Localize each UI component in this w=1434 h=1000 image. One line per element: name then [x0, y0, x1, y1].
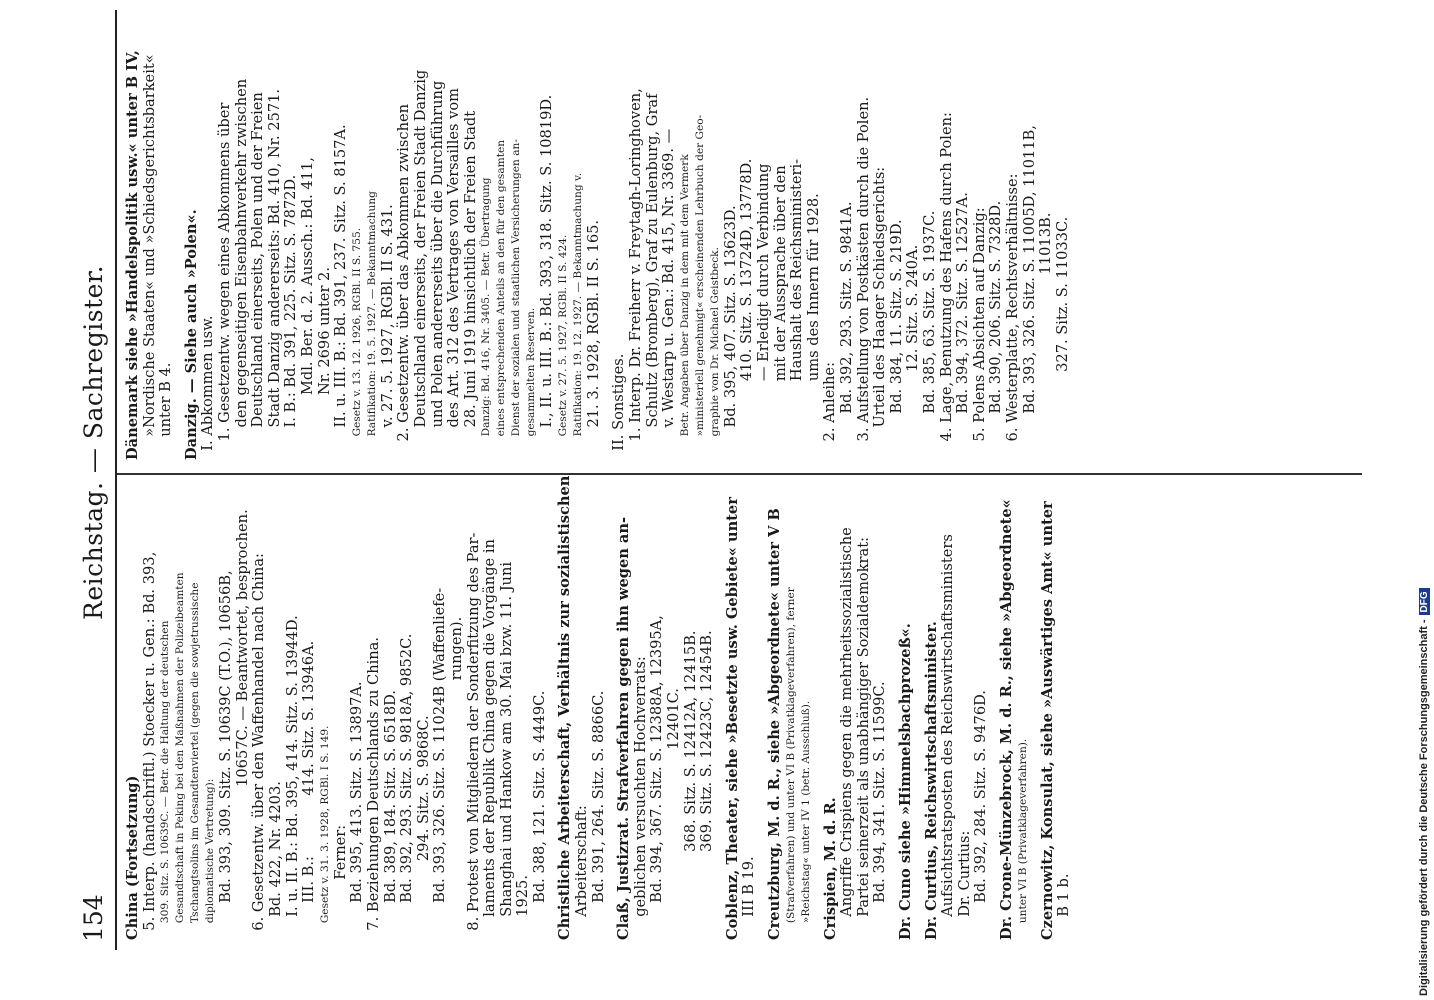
entry-heading: Dr. Curtius, Reichswirtschaftsminister. — [922, 621, 940, 940]
entry-line: v. 27. 5. 1927, RGBl. II S. 431. — [378, 204, 396, 460]
entry-line: Ratifikation: 19. 5. 1927. — Bekanntmachung — [365, 191, 378, 460]
entry-heading: II. Sonstiges. — [610, 353, 628, 460]
entry-line: B 1 b. — [1055, 873, 1073, 940]
entry-line: Bd. 384, 11. Sitz. S. 219D. — [887, 219, 905, 460]
entry-line: I. B.: Bd. 391, 225. Sitz. S. 7872D. — [282, 174, 300, 460]
entry-line: III. B.: 414. Sitz. S. 13946A. — [300, 640, 318, 940]
entry-line: 294. Sitz. S. 9868C. — [414, 715, 432, 940]
entry-line: v. Westarp u. Gen.: Bd. 415, Nr. 3369. — — [660, 128, 678, 460]
entry-heading: Dr. Cuno siehe »Himmelsbachprozeß«. — [896, 623, 914, 940]
entry-line: 3. Aufstellung von Postkästen durch die Polen. — [854, 96, 872, 460]
entry-line: 6. Gesetzentw. über den Waffenhandel nach China: — [250, 553, 268, 940]
entry-line: diplomatische Vertretung): — [204, 778, 217, 940]
index-entry — [125, 5, 175, 460]
entry-line: Gesetz v. 13. 12. 1926, RGBl. II S. 755. — [350, 227, 363, 460]
entry-line: I. Abkommen usw. — [199, 315, 217, 460]
page-number: 154 — [79, 894, 108, 942]
entry-line: Bd. 392, 284. Sitz. S. 9476D. — [972, 690, 990, 940]
entry-line: Shanghai und Hankow am 30. Mai bzw. 11. Juni — [497, 561, 515, 940]
entry-line: Urteil des Haager Schiedsgerichts: — [871, 166, 889, 460]
right-column — [125, 5, 1080, 460]
index-entry — [767, 485, 814, 940]
entry-line: Ratifikation: 19. 12. 1927. — Bekanntmachung v. — [571, 172, 584, 460]
entry-heading: Coblenz, Theater, siehe »Besetzte usw. Gebiete« unter — [723, 497, 741, 940]
entry-line: des Art. 312 des Vertrages von Versailles vom — [445, 87, 463, 460]
entry-line: II. u. III. B.: Bd. 391, 237. Sitz. S. 8157A. — [332, 124, 350, 460]
entry-line: Betr. Angaben über Danzig in dem mit dem Vermerk — [678, 154, 691, 460]
entry-line: Bd. 394, 341. Sitz. S. 11599C. — [871, 681, 889, 940]
entry-line: III B 19. — [740, 856, 758, 940]
entry-line: Gesandtschaft in Peking bei den Maßnahmen der Polizeibeamten — [174, 572, 187, 940]
entry-line: unter VI B (Privatklageverfahren). — [1016, 738, 1029, 940]
entry-line: 2. Anleihe: — [821, 362, 839, 460]
index-entry — [725, 485, 758, 940]
entry-line: 12. Sitz. S. 240A. — [904, 244, 922, 460]
entry-line: 8. Protest von Mitgliedern der Sonderfitzung des Par- — [464, 532, 482, 940]
entry-line: rungen). — [447, 616, 465, 940]
entry-line: laments der Republik China gegen die Vorgänge in — [481, 539, 499, 940]
entry-line: 21. 3. 1928, RGBl. II S. 165. — [584, 219, 602, 460]
entry-heading: Dänemark siehe »Handelspolitik usw.« unter B IV, — [124, 50, 141, 460]
entry-line: 5. Interp. (handschriftl.) Stoecker u. Gen.: Bd. 393, — [140, 551, 158, 940]
entry-line: Stadt Danzig andererseits: Bd. 410, Nr. 2571. — [265, 88, 283, 460]
entry-line: 12401C. — [665, 688, 683, 940]
entry-line: Aufsichtsratsposten des Reichswirtschaftsministers — [939, 534, 957, 940]
entry-line: Tschangtsolins im Gesandtenviertel (gegen die sowjetrussische — [189, 582, 202, 940]
index-entry — [184, 5, 603, 460]
entry-heading: Claß, Justizrat. Strafverfahren gegen ihn wegen an- — [615, 516, 633, 940]
entry-line: Bd. 394, 367. Sitz. S. 12388A, 12395A, — [648, 615, 666, 940]
entry-line: Gesetz v. 31. 3. 1928, RGBl. I S. 149. — [318, 725, 331, 940]
entry-line: Bd. 395, 413. Sitz. S. 13897A. — [348, 681, 366, 940]
entry-line: Partei seinerzeit als unabhängiger Sozialdemokrat: — [854, 537, 872, 940]
entry-line: »ministeriell genehmigt« erscheinenden Lehrbuch der Geo- — [693, 114, 706, 460]
entry-line: eines entsprechenden Anteils an den für den gesamten — [495, 139, 508, 460]
entry-line: Danzig: Bd. 416, Nr. 3405. — Betr. Übertragung — [480, 177, 493, 460]
entry-line: Bd. 389, 184. Sitz. S. 6518D. — [381, 690, 399, 940]
entry-line: Angriffe Crispiens gegen die mehrheitssozialistische — [838, 527, 856, 940]
entry-line: 2. Gesetzentw. über das Abkommen zwischen — [395, 104, 413, 460]
entry-line: Bd. 388, 121. Sitz. S. 4449C. — [530, 690, 548, 940]
entry-line: Bd. 385, 63. Sitz. S. 1937C. — [920, 210, 938, 460]
index-entry — [611, 5, 1071, 460]
entry-line: Haushalt des Reichsministeri- — [788, 158, 806, 460]
entry-line: Deutschland einerseits, Polen und der Freien — [249, 92, 267, 460]
index-entry — [999, 485, 1031, 940]
index-entry — [1040, 485, 1073, 940]
entry-line: 11013B. — [1037, 212, 1055, 460]
entry-line: 10657C. — Beantwortet, besprochen. — [233, 509, 251, 940]
entry-heading: Dr. Crone-Münzebrock, M. d. R., siehe »Abgeordnete« — [997, 499, 1015, 940]
entry-line: Bd. 393, 326. Sitz. S. 11005D, 11011B, — [1020, 125, 1038, 460]
entry-line: 327. Sitz. S. 11033C. — [1053, 216, 1071, 460]
rotated-page — [75, 10, 1375, 950]
entry-line: Bd. 392, 293. Sitz. S. 9841A. — [838, 201, 855, 460]
index-entry — [616, 485, 716, 940]
entry-line: Nr. 2696 unter 2. — [315, 267, 333, 460]
index-entry — [898, 485, 915, 940]
entry-line: 1. Interp. Dr. Freiherr v. Freytagh-Loringhoven, — [627, 88, 645, 460]
entry-line: (Strafverfahren) und unter VI B (Privatklageverfahren), ferner — [784, 587, 797, 940]
entry-line: Bd. 422, Nr. 4203. — [266, 781, 284, 940]
running-title: Reichstag. — Sachregister. — [79, 264, 108, 620]
entry-line: 1. Gesetzentw. wegen eines Abkommens über — [215, 102, 233, 460]
entry-heading: China (Fortsetzung) — [124, 775, 141, 940]
entry-line: — Erledigt durch Verbindung — [755, 163, 773, 460]
entry-line: Gesetz v. 27. 5. 1927, RGBl. II S. 424. — [556, 234, 569, 460]
entry-line: Ferner: — [331, 824, 349, 940]
entry-line: Schultz (Bromberg), Graf zu Eulenburg, Graf — [643, 93, 661, 460]
entry-line: unter B 4. — [157, 362, 175, 460]
entry-line: Bd. 395, 407. Sitz. S. 13623D. — [721, 205, 739, 460]
index-entry — [556, 475, 607, 940]
entry-line: 369. Sitz. S. 12423C, 12454B. — [698, 630, 716, 940]
index-entry — [823, 485, 889, 940]
entry-line: 4. Lage, Benutzung des Hafens durch Polen: — [937, 112, 955, 460]
entry-line: graphie von Dr. Michael Geistbeck. — [708, 247, 721, 460]
entry-line: 309. Sitz. S. 10639C. — Betr. die Haltung der deutschen — [159, 620, 172, 940]
entry-line: 7. Beziehungen Deutschlands zu China. — [364, 636, 382, 940]
column-divider — [117, 473, 1362, 475]
entry-line: und Polen andererseits über die Durchführung — [428, 80, 446, 460]
entry-heading: Danzig. — Siehe auch »Polen«. — [182, 209, 200, 460]
entry-line: Dr. Curtius: — [955, 830, 973, 940]
entry-line: »Reichstag« unter IV 1 (betr. Ausschluß). — [799, 700, 812, 940]
entry-line: Mdl. Ber. d. 2. Aussch.: Bd. 411, — [298, 157, 316, 460]
entry-line: 28. Juni 1919 hinsichtlich der Freien Stadt — [461, 110, 479, 460]
dfg-badge: DFG — [1419, 588, 1430, 615]
left-column — [124, 475, 1082, 940]
entry-line: »Nordische Staaten« und »Schiedsgerichtsbarkeit« — [140, 54, 158, 460]
entry-line: geblichen versuchten Hochverrats: — [631, 656, 649, 940]
entry-line: 5. Polens Absichten auf Danzig: — [970, 207, 988, 460]
entry-line: 1925. — [514, 875, 532, 940]
entry-line: Deutschland einerseits, der Freien Stadt Danzig — [411, 69, 429, 460]
entry-line: den gegenseitigen Eisenbahnverkehr zwischen — [232, 78, 250, 460]
entry-line: ums des Innern für 1928. — [804, 193, 822, 460]
entry-line: Bd. 390, 206. Sitz. S. 7328D. — [987, 200, 1005, 460]
entry-line: I. u. II. B.: Bd. 395, 414. Sitz. S. 13944D. — [283, 615, 301, 940]
entry-heading: Christliche Arbeiterschaft, Verhältnis zur sozialistischen — [556, 475, 574, 940]
index-entry — [924, 485, 990, 940]
index-entry — [125, 485, 548, 940]
entry-line: 368. Sitz. S. 12412A, 12415B. — [681, 630, 699, 940]
entry-line: 6. Westerplatte, Rechtsverhältnisse: — [1003, 173, 1021, 460]
entry-heading: Crispien, M. d. R. — [821, 797, 839, 940]
entry-line: Bd. 391, 264. Sitz. S. 8866C. — [589, 690, 607, 940]
entry-line: Arbeiterschaft: — [573, 805, 591, 940]
entry-heading: Czernowitz, Konsulat, siehe »Auswärtiges Amt« unter — [1038, 501, 1056, 940]
entry-line: I., II. u. III. B.: Bd. 393, 318. Sitz. S. 10819D. — [538, 94, 556, 460]
header-rule — [115, 10, 117, 950]
entry-line: gesammelten Reserven. — [525, 307, 538, 460]
sidebar-credit — [1418, 6, 1434, 996]
entry-line: Dienst der sozialen und staatlichen Versicherungen an- — [510, 139, 523, 460]
entry-line: mit der Aussprache über den — [771, 165, 789, 460]
entry-line: 410. Sitz. S. 13724D, 13778D. — [738, 158, 756, 460]
entry-line: Bd. 394, 372. Sitz. S. 12527A. — [954, 192, 972, 460]
entry-line: Bd. 393, 326. Sitz. S. 11024B (Waffenliefe- — [431, 587, 449, 940]
sidebar-text: Digitalisierung gefördert durch die Deutsche Forschungsgemeinschaft - — [1418, 619, 1430, 996]
entry-line: Bd. 393, 309. Sitz. S. 10639C (T.O.), 10656B, — [217, 570, 235, 940]
entry-heading: Creutzburg, M. d. R., siehe »Abgeordnete« unter V B — [766, 508, 783, 940]
entry-line: Bd. 392, 293. Sitz. S. 9818A, 9852C. — [398, 633, 416, 940]
